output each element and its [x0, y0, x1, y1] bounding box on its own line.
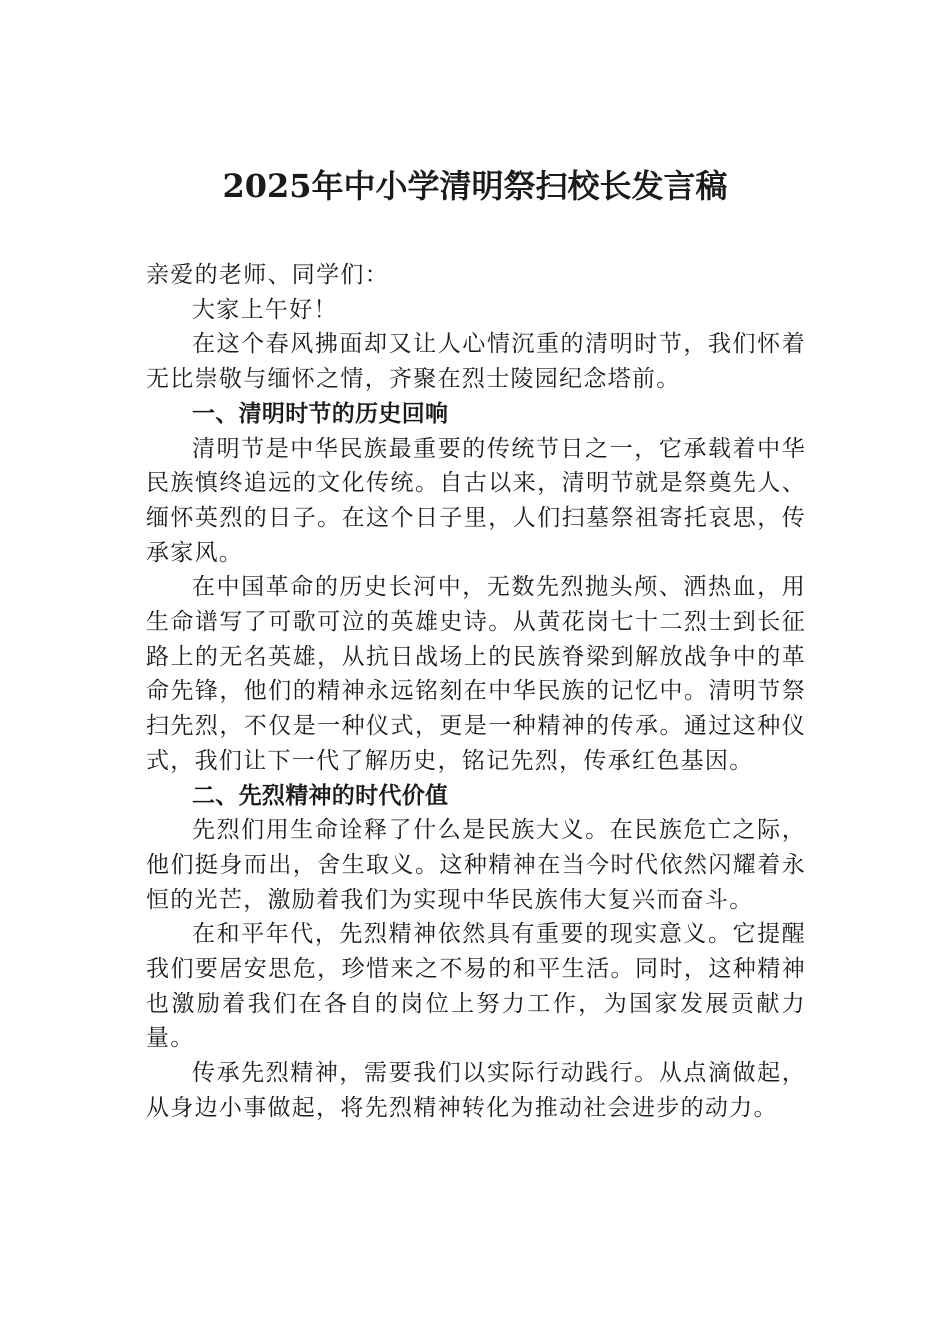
paragraph: 清明节是中华民族最重要的传统节日之一，它承载着中华民族慎终追远的文化传统。自古以来，清明节就是祭奠先人、缅怀英烈的日子。在这个日子里，人们扫墓祭祖寄托哀思，传承家风。 — [146, 435, 806, 566]
section-heading: 二、先烈精神的时代价值 — [192, 782, 449, 809]
document-title: 2025年中小学清明祭扫校长发言稿 — [222, 167, 728, 205]
paragraph: 先烈们用生命诠释了什么是民族大义。在民族危亡之际，他们挺身而出，舍生取义。这种精神在当今时代依然闪耀着永恒的光芒，激励着我们为实现中华民族伟大复兴而奋斗。 — [146, 817, 806, 913]
greeting: 大家上午好！ — [192, 296, 338, 323]
paragraph: 在中国革命的历史长河中，无数先烈抛头颅、洒热血，用生命谱写了可歌可泣的英雄史诗。从黄花岗七十二烈士到长征路上的无名英雄，从抗日战场上的民族脊梁到解放战争中的革命先锋，他们的精神永远铭刻在中华民族的记忆中。清明节祭扫先烈，不仅是一种仪式，更是一种精神的传承。通过这种仪式，我们让下一代了解历史，铭记先烈，传承红色基因。 — [146, 574, 806, 774]
salutation: 亲爱的老师、同学们： — [146, 262, 389, 288]
paragraph: 在这个春风拂面却又让人心情沉重的清明时节，我们怀着无比崇敬与缅怀之情，齐聚在烈士陵园纪念塔前。 — [146, 331, 806, 393]
document-body — [146, 258, 806, 1126]
section-heading: 一、清明时节的历史回响 — [192, 400, 449, 427]
paragraph: 传承先烈精神，需要我们以实际行动践行。从点滴做起，从身边小事做起，将先烈精神转化为推动社会进步的动力。 — [146, 1060, 806, 1121]
paragraph: 在和平年代，先烈精神依然具有重要的现实意义。它提醒我们要居安思危，珍惜来之不易的和平生活。同时，这种精神也激励着我们在各自的岗位上努力工作，为国家发展贡献力量。 — [146, 921, 806, 1052]
